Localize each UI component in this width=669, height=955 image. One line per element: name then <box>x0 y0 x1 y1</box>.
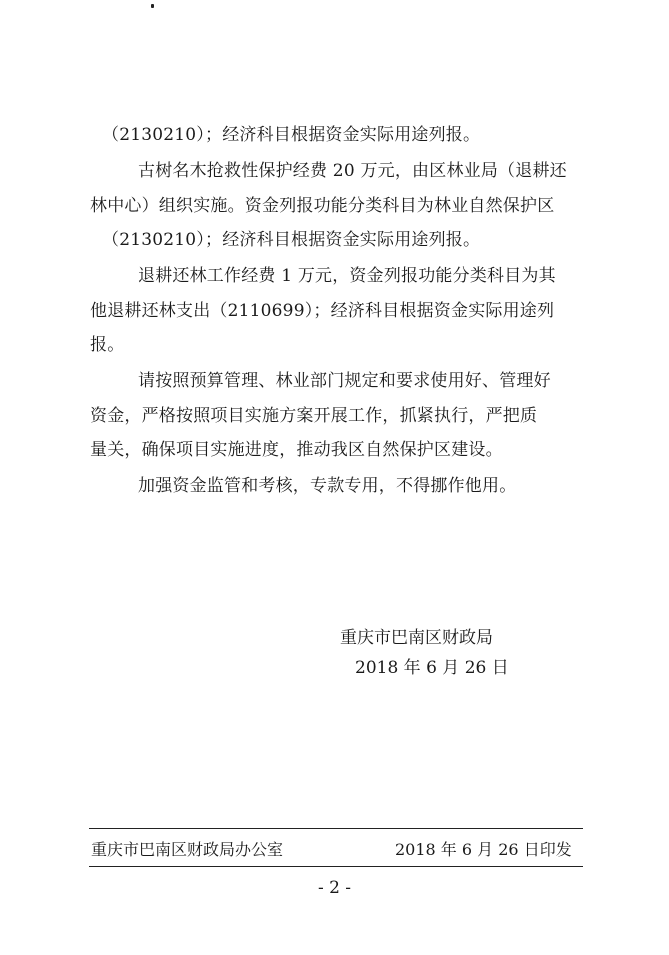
body-line: 请按照预算管理、林业部门规定和要求使用好、管理好 <box>138 371 551 391</box>
page-number: - 2 - <box>317 878 352 898</box>
body-line: （2130210）；经济科目根据资金实际用途列报。 <box>102 230 481 250</box>
body-line: 林中心）组织实施。资金列报功能分类科目为林业自然保护区 <box>90 196 555 216</box>
body-line: 量关，确保项目实施进度，推动我区自然保护区建设。 <box>90 440 503 460</box>
body-line: 退耕还林工作经费 1 万元，资金列报功能分类科目为其 <box>138 266 556 286</box>
body-line: 报。 <box>90 335 125 355</box>
footer-print-date: 2018 年 6 月 26 日印发 <box>395 840 572 859</box>
footer-office: 重庆市巴南区财政局办公室 <box>91 840 284 859</box>
signature-org: 重庆市巴南区财政局 <box>340 628 493 648</box>
signature-date: 2018 年 6 月 26 日 <box>355 658 509 678</box>
body-line: 他退耕还林支出（2110699）；经济科目根据资金实际用途列 <box>90 301 555 321</box>
body-line: 资金，严格按照项目实施方案开展工作，抓紧执行，严把质 <box>90 406 538 426</box>
footer-bottom-rule <box>89 866 583 867</box>
footer-top-rule <box>89 828 583 829</box>
body-line: （2130210）；经济科目根据资金实际用途列报。 <box>102 125 481 145</box>
body-line: 古树名木抢救性保护经费 20 万元，由区林业局（退耕还 <box>138 161 567 181</box>
body-line: 加强资金监管和考核，专款专用，不得挪作他用。 <box>138 476 517 496</box>
scan-speck <box>151 4 154 8</box>
